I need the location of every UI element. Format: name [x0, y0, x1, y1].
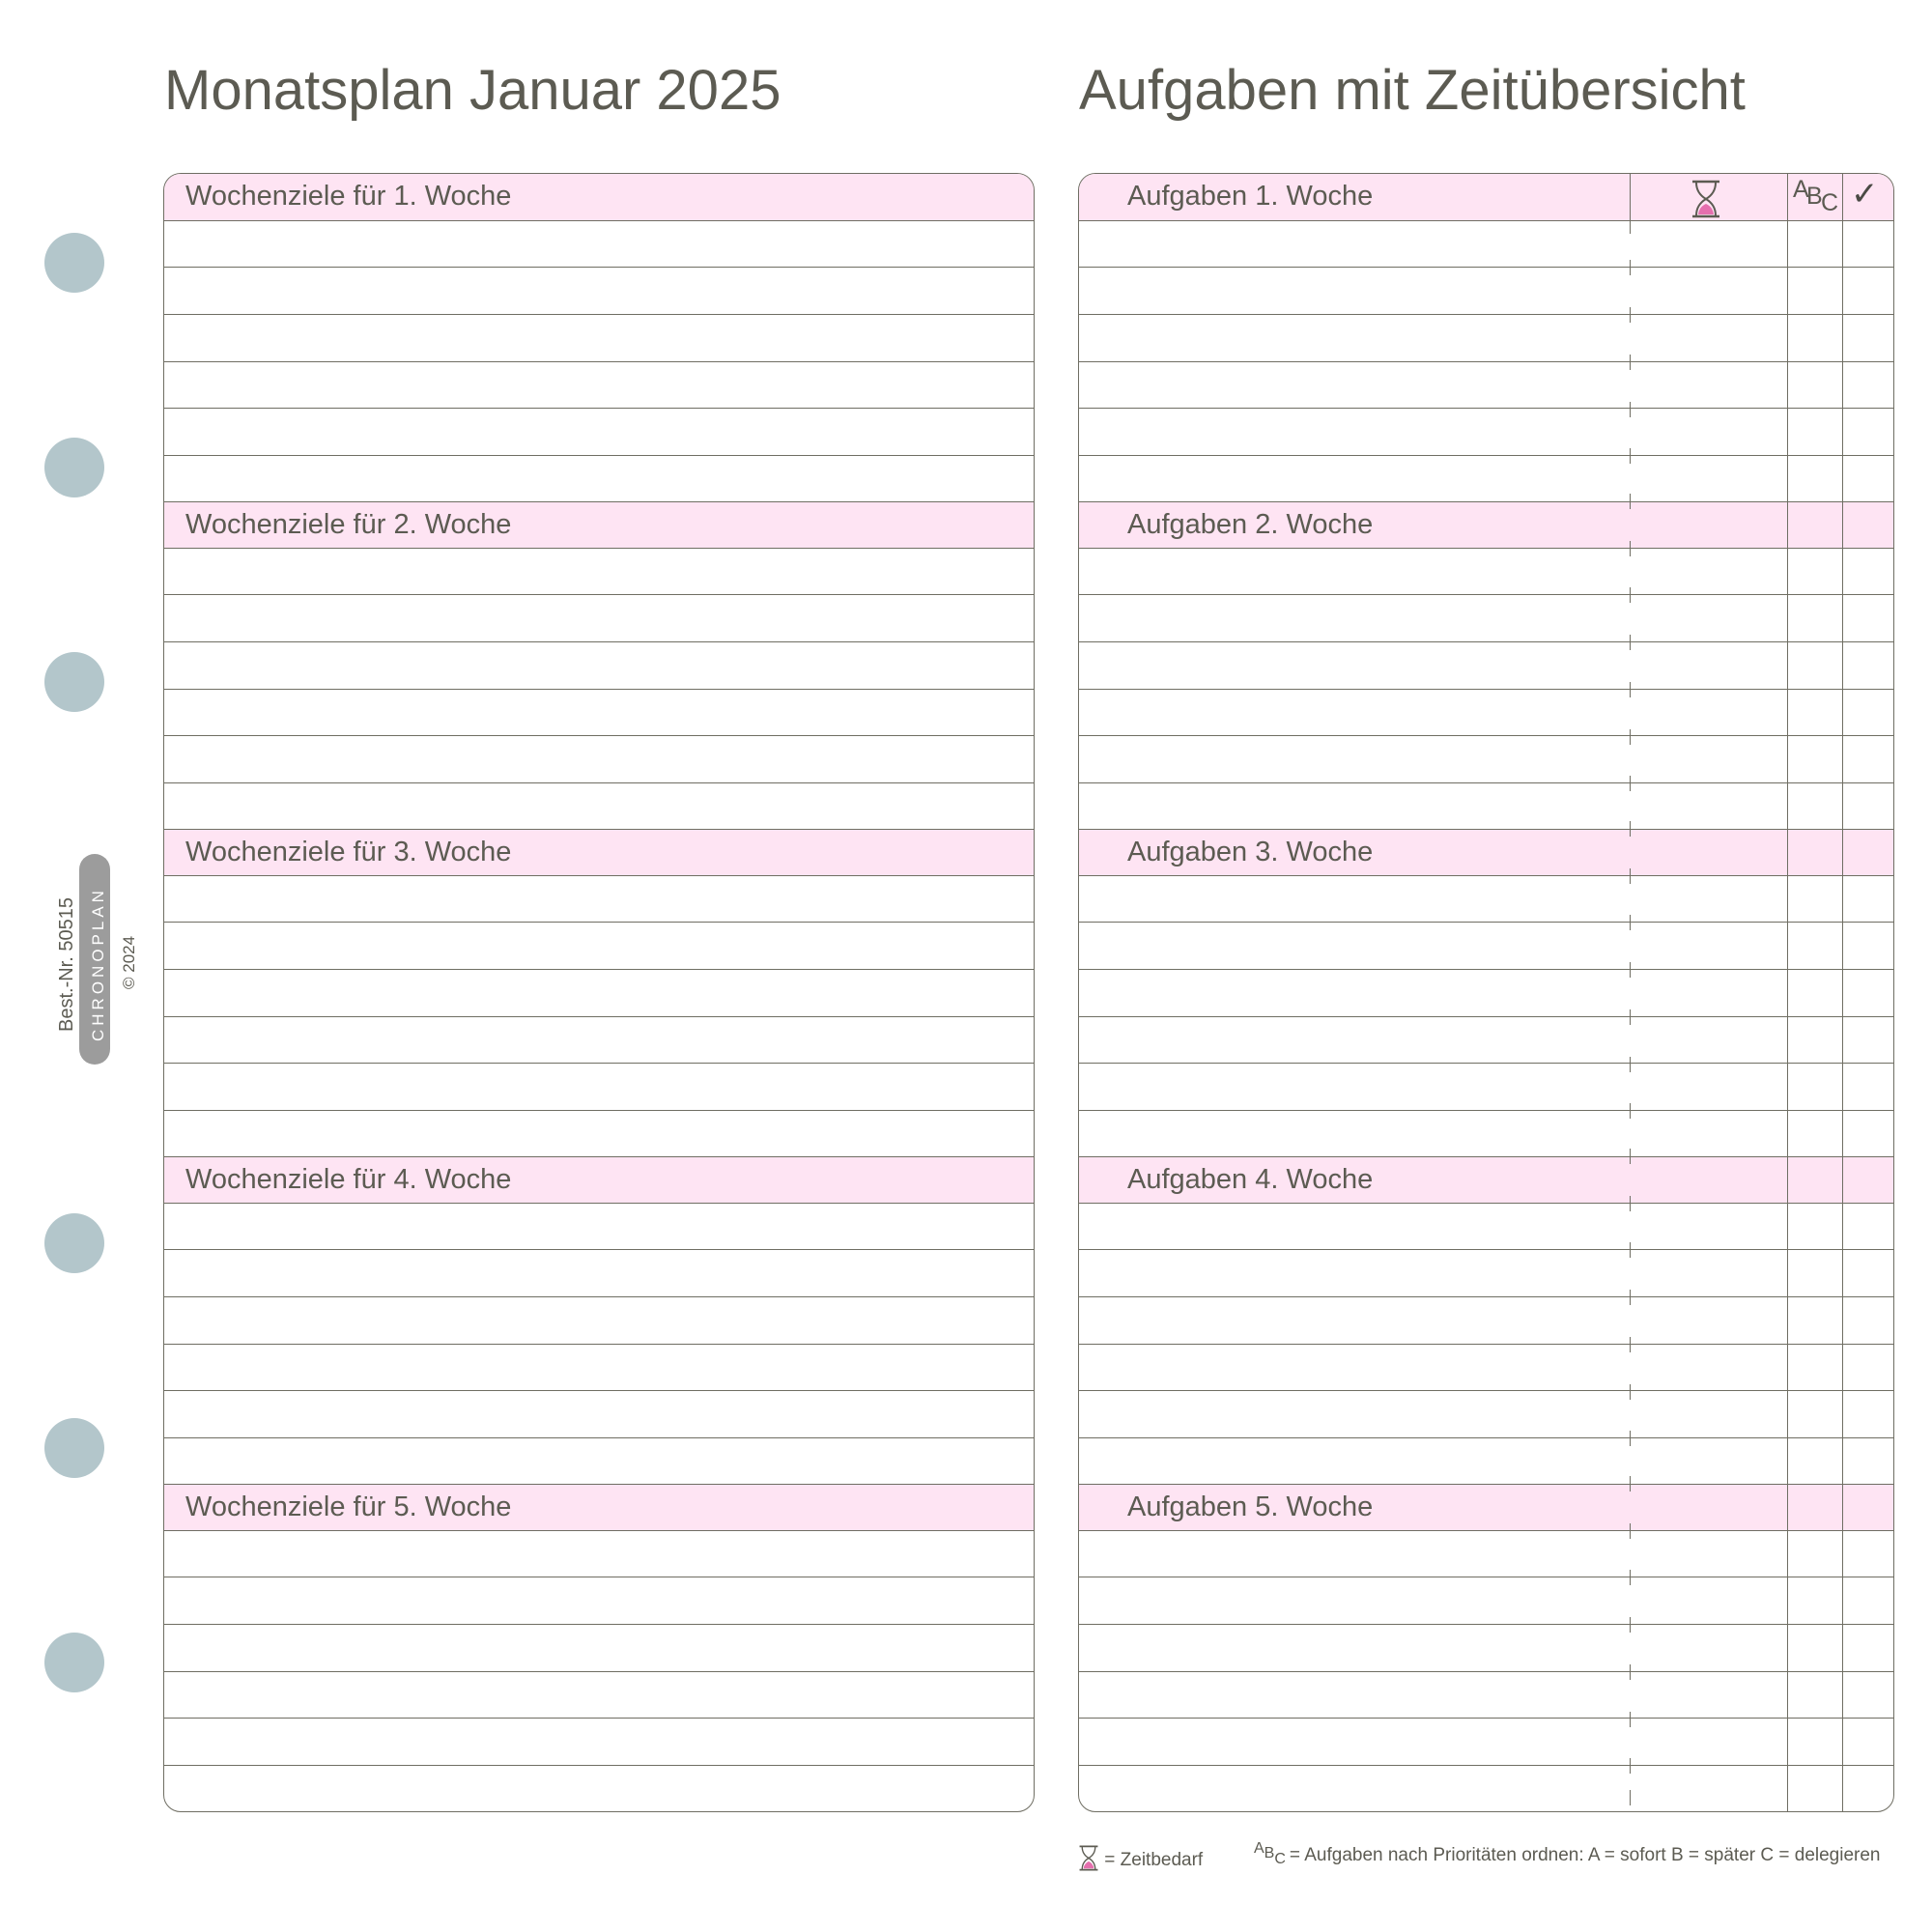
goal-header-label: Wochenziele für 3. Woche: [185, 837, 512, 867]
task-line[interactable]: [1079, 876, 1893, 923]
task-header-label: Aufgaben 4. Woche: [1127, 1164, 1374, 1195]
binder-hole: [44, 233, 104, 293]
time-column-tick: [1630, 448, 1631, 464]
time-column-tick: [1630, 1149, 1631, 1164]
weekly-tasks-panel: Aufgaben 1. Woche Aufgaben 2. Woche Aufgaben 3. Woche Aufgaben 4. Woche Aufgaben 5. Woche A B C ✓: [1078, 173, 1894, 1812]
time-column-tick: [1630, 541, 1631, 556]
goal-line[interactable]: [164, 1438, 1034, 1486]
goal-header-label: Wochenziele für 5. Woche: [185, 1492, 512, 1522]
task-line[interactable]: [1079, 549, 1893, 596]
goal-header-label: Wochenziele für 1. Woche: [185, 181, 512, 212]
legend-time: [1078, 1845, 1203, 1871]
time-column-tick: [1630, 868, 1631, 884]
time-column-tick: [1630, 1617, 1631, 1633]
legend-priority-text: = Aufgaben nach Prioritäten ordnen: A = sofort B = später C = delegieren: [1289, 1845, 1881, 1865]
goal-header-label: Wochenziele für 2. Woche: [185, 509, 512, 540]
task-line[interactable]: [1079, 1766, 1893, 1812]
goal-header: [164, 829, 1034, 876]
time-column-tick: [1630, 776, 1631, 791]
binder-hole: [44, 1213, 104, 1273]
time-column-tick: [1630, 962, 1631, 978]
task-line[interactable]: [1079, 456, 1893, 503]
task-header-label: Aufgaben 2. Woche: [1127, 509, 1374, 540]
goal-line[interactable]: [164, 315, 1034, 362]
goal-line[interactable]: [164, 1111, 1034, 1158]
time-column-tick: [1630, 402, 1631, 417]
time-column-tick: [1630, 1290, 1631, 1305]
goal-header: [164, 1156, 1034, 1204]
task-line[interactable]: [1079, 1345, 1893, 1392]
task-line[interactable]: [1079, 268, 1893, 315]
task-line[interactable]: [1079, 642, 1893, 690]
task-line[interactable]: [1079, 1204, 1893, 1251]
legend-letter-b: B: [1264, 1845, 1275, 1861]
binder-hole: [44, 1633, 104, 1692]
task-line[interactable]: [1079, 970, 1893, 1017]
legend-priority: [1254, 1840, 1881, 1867]
time-column-tick: [1630, 1664, 1631, 1680]
time-column-tick: [1630, 1712, 1631, 1727]
goal-line[interactable]: [164, 362, 1034, 410]
binder-hole: [44, 438, 104, 497]
time-column-tick: [1630, 494, 1631, 509]
task-line[interactable]: [1079, 783, 1893, 831]
task-header: [1079, 1156, 1893, 1204]
goal-line[interactable]: [164, 1392, 1034, 1439]
goal-header: [164, 501, 1034, 549]
time-column-divider: [1630, 174, 1631, 234]
goal-line[interactable]: [164, 1250, 1034, 1297]
time-column-tick: [1630, 260, 1631, 275]
task-header: [1079, 174, 1893, 221]
task-line[interactable]: [1079, 923, 1893, 970]
time-column-tick: [1630, 729, 1631, 745]
goal-line[interactable]: [164, 783, 1034, 831]
goal-line[interactable]: [164, 1672, 1034, 1719]
hourglass-icon: [1690, 180, 1721, 218]
task-line[interactable]: [1079, 1392, 1893, 1439]
time-column-tick: [1630, 1103, 1631, 1119]
time-column-tick: [1630, 1476, 1631, 1492]
goal-line[interactable]: [164, 970, 1034, 1017]
task-header: [1079, 1484, 1893, 1531]
order-number: Best.-Nr. 50515: [56, 897, 77, 1032]
goal-line[interactable]: [164, 456, 1034, 503]
time-column-tick: [1630, 635, 1631, 650]
legend-letter-a: A: [1254, 1840, 1264, 1857]
goal-line[interactable]: [164, 1531, 1034, 1578]
binder-hole: [44, 652, 104, 712]
goal-line[interactable]: [164, 410, 1034, 457]
time-column-tick: [1630, 1242, 1631, 1258]
goal-line[interactable]: [164, 1577, 1034, 1625]
time-column-tick: [1630, 1384, 1631, 1400]
time-column-tick: [1630, 1196, 1631, 1211]
task-line[interactable]: [1079, 737, 1893, 784]
time-column-tick: [1630, 821, 1631, 837]
weekly-goals-panel: [163, 173, 1035, 1812]
task-line[interactable]: [1079, 362, 1893, 410]
time-column-tick: [1630, 1057, 1631, 1072]
hourglass-icon: [1078, 1845, 1099, 1871]
task-line[interactable]: [1079, 690, 1893, 737]
goal-line[interactable]: [164, 1065, 1034, 1112]
task-line[interactable]: [1079, 1531, 1893, 1578]
page-title-left: Monatsplan Januar 2025: [164, 59, 781, 122]
task-header-label: Aufgaben 1. Woche: [1127, 181, 1374, 212]
task-line[interactable]: [1079, 1719, 1893, 1767]
goal-line[interactable]: [164, 1345, 1034, 1392]
task-line[interactable]: [1079, 1250, 1893, 1297]
task-header: [1079, 501, 1893, 549]
goal-line[interactable]: [164, 1204, 1034, 1251]
time-column-tick: [1630, 587, 1631, 603]
time-column-tick: [1630, 682, 1631, 697]
time-column-tick: [1630, 1570, 1631, 1585]
time-column-tick: [1630, 1009, 1631, 1025]
done-column-divider: [1842, 174, 1843, 1811]
task-line[interactable]: [1079, 1625, 1893, 1672]
time-column-tick: [1630, 307, 1631, 323]
task-line[interactable]: [1079, 1672, 1893, 1719]
goal-line[interactable]: [164, 690, 1034, 737]
goal-line[interactable]: [164, 642, 1034, 690]
goal-line[interactable]: [164, 595, 1034, 642]
goal-header: [164, 1484, 1034, 1531]
priority-column-divider: [1787, 174, 1788, 1811]
time-column-tick: [1630, 1790, 1631, 1805]
time-column-tick: [1630, 1758, 1631, 1774]
task-line[interactable]: [1079, 221, 1893, 269]
goal-line[interactable]: [164, 1766, 1034, 1812]
goal-line[interactable]: [164, 1017, 1034, 1065]
time-column-tick: [1630, 355, 1631, 370]
time-column-tick: [1630, 1337, 1631, 1352]
binder-hole: [44, 1418, 104, 1478]
goal-line[interactable]: [164, 549, 1034, 596]
task-line[interactable]: [1079, 1577, 1893, 1625]
task-line[interactable]: [1079, 410, 1893, 457]
copyright: © 2024: [120, 935, 138, 989]
goal-line[interactable]: [164, 923, 1034, 970]
time-column-tick: [1630, 915, 1631, 930]
goal-line[interactable]: [164, 1297, 1034, 1345]
task-line[interactable]: [1079, 1017, 1893, 1065]
task-line[interactable]: [1079, 1438, 1893, 1486]
page-title-right: Aufgaben mit Zeitübersicht: [1079, 59, 1746, 122]
check-icon: ✓: [1851, 175, 1879, 213]
time-column-tick: [1630, 1431, 1631, 1446]
goal-line[interactable]: [164, 1719, 1034, 1767]
task-line[interactable]: [1079, 1297, 1893, 1345]
brand-name: CHRONOPLAN: [89, 887, 107, 1041]
goal-line[interactable]: [164, 268, 1034, 315]
goal-header-label: Wochenziele für 4. Woche: [185, 1164, 512, 1195]
goal-line[interactable]: [164, 876, 1034, 923]
task-header-label: Aufgaben 3. Woche: [1127, 837, 1374, 867]
goal-line[interactable]: [164, 1625, 1034, 1672]
task-line[interactable]: [1079, 595, 1893, 642]
task-line[interactable]: [1079, 1065, 1893, 1112]
goal-header: [164, 174, 1034, 221]
task-header: [1079, 829, 1893, 876]
legend-letter-c: C: [1274, 1851, 1286, 1867]
task-line[interactable]: [1079, 315, 1893, 362]
goal-line[interactable]: [164, 737, 1034, 784]
legend-time-text: = Zeitbedarf: [1104, 1850, 1204, 1870]
task-header-label: Aufgaben 5. Woche: [1127, 1492, 1374, 1522]
time-column-tick: [1630, 1523, 1631, 1539]
goal-line[interactable]: [164, 221, 1034, 269]
task-line[interactable]: [1079, 1111, 1893, 1158]
